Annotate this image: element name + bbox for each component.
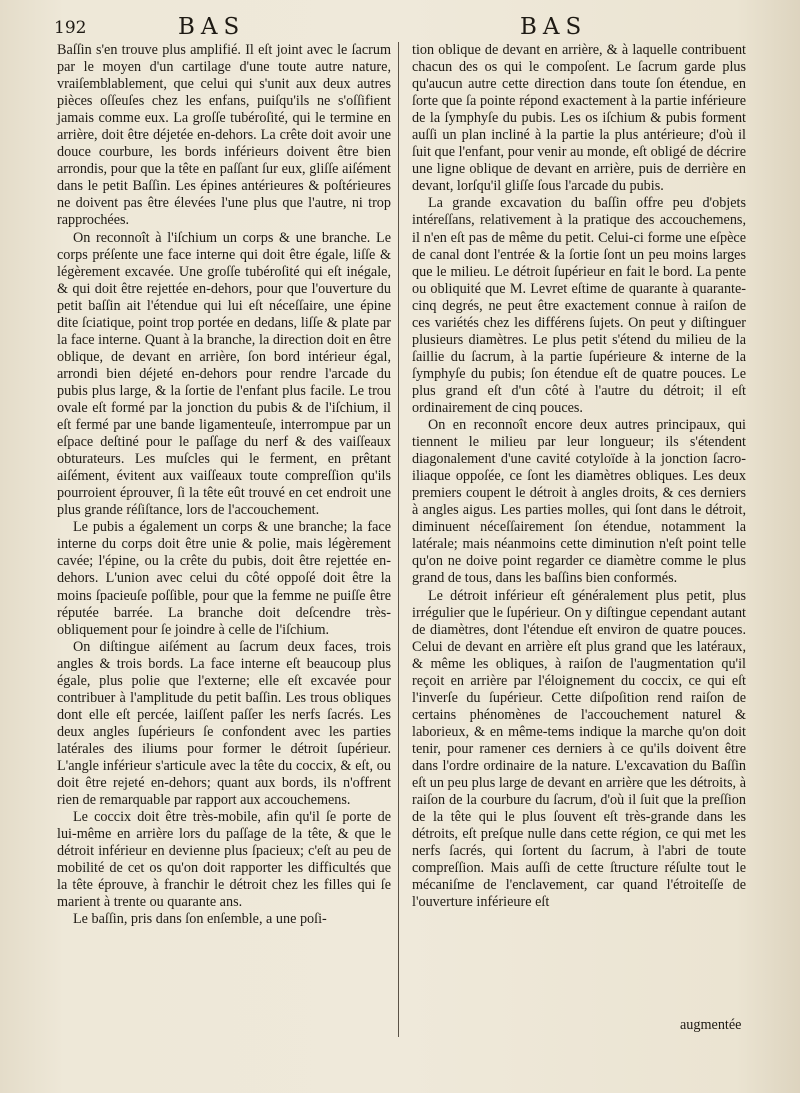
- paragraph: Le détroit inférieur eſt généralement plus petit, plus irrégulier que le ſupérieur. On y diſtingue cependant autant de diamètres, dont l'étendue eſt environ de quatre pouces. Celui de devant en arrière eſt plus grand que les latéraux, & même les obliques, à raiſon de l'augmentation qu'il reçoit en arrière par l'éloignement du coccix, ce qui eſt l'inverſe du ſupérieur. Cette diſpoſition rend raiſon de certains phénomènes de l'accouchement naturel & laborieux, & en même-tems indique la marche qu'on doit tenir, pour ramener ces derniers à ce qu'ils doivent être dans l'ordre ordinaire de la nature. L'excavation du Baſſin eſt un peu plus large de devant en arrière que les détroits, à raiſon de la courbure du ſacrum, d'où il ſuit que la preſſion de la tête qui le plus ſouvent eſt très-grande dans les détroits, eſt preſque nulle dans cette région, ce qui met les nerfs ſacrés, qui ſortent du ſacrum, à l'abri de toute compreſſion. Mais auſſi de cette ſtructure réſulte tout le mécaniſme de l'enclavement, car quand l'étroiteſſe de l'ouverture inférieure eſt: [412, 587, 746, 911]
- paragraph: On en reconnoît encore deux autres principaux, qui tiennent le milieu par leur longueur; ils s'étendent diagonalement d'une cavité cotyloïde à la jonction ſacro-iliaque oppoſée, ce ſont les diamètres obliques. Les deux premiers coupent le détroit à angles droits, & ces derniers à angles aigus. Les parties molles, qui ſont dans le détroit, diminuent néceſſairement ſon étendue, notamment la latérale; mais néanmoins cette diminution n'eſt point telle qu'on ne doive point regarder ce diamètre comme le plus grand de tous, dans les baſſins bien conformés.: [412, 417, 746, 587]
- column-divider: [398, 42, 399, 1037]
- page-number: 192: [54, 18, 87, 38]
- catchword: augmentée: [680, 1017, 742, 1033]
- running-head-left: BAS: [178, 14, 246, 40]
- paragraph: Le coccix doit être très-mobile, afin qu'il ſe porte de lui-même en arrière lors du paſſage de la tête, & que le détroit inférieur en devienne plus ſpacieux; c'eſt au peu de mobilité de cet os qu'on doit rapporter les difficultés que la tête éprouve, à franchir le détroit chez les filles qui ſe marient à trente ou quarante ans.: [57, 809, 391, 911]
- paragraph: On reconnoît à l'iſchium un corps & une branche. Le corps préſente une face interne qui doit être égale, liſſe & légèrement excavée. Une groſſe tubéroſité qui eſt inégale, & qui doit être rejettée en-dehors, pour que l'ouverture du petit baſſin ait l'étendue qui lui eſt néceſſaire, une épine dite ſciatique, point trop portée en dedans, liſſe & plate par la face interne. Quant à la branche, la direction doit en être oblique, de devant en arrière, ſon bord intérieur égal, arrondi bien déjeté en-dehors pour rendre l'arcade du pubis plus large, & la ſortie de l'enfant plus facile. Le trou ovale eſt formé par la jonction du pubis & de l'iſchium, il eſt fermé par une bande ligamenteuſe, interrompue par un eſpace deſtiné pour le paſſage du nerf & des vaiſſeaux obturateurs. Les muſcles qui le ferment, en prêtant aiſément, évitent aux vaiſſeaux toute compreſſion qu'ils pourroient éprouver, ſi la tête eût trouvé en cet endroit une plus grande réſiſtance, lors de l'accouchement.: [57, 229, 391, 519]
- running-head-right: BAS: [520, 14, 588, 40]
- paragraph: Le pubis a également un corps & une branche; la face interne du corps doit être unie & polie, mais légèrement cavée; l'épine, ou la crête du pubis, doit être rejettée en-dehors. L'union avec celui du côté oppoſé doit être la moins ſpacieuſe poſſible, pour que la femme ne puiſſe être réputée barrée. La branche doit deſcendre très-obliquement pour ſe joindre à celle de l'iſchium.: [57, 519, 391, 638]
- paragraph: On diſtingue aiſément au ſacrum deux faces, trois angles & trois bords. La face interne eſt beaucoup plus égale, plus polie que l'externe; elle eſt excavée pour contribuer à l'amplitude du petit baſſin. Les trous obliques dont elle eſt percée, laiſſent paſſer les nerfs ſacrés. Les deux angles ſupérieurs ſe confondent avec les parties latérales des iliums pour former le détroit ſupérieur. L'angle inférieur s'articule avec la tête du coccix, & eſt, ou doit être rejeté en-dehors; quant aux bords, ils n'offrent rien de remarquable par rapport aux accouchemens.: [57, 638, 391, 809]
- paragraph: tion oblique de devant en arrière, & à laquelle contribuent chacun des os qui le compoſent. Le ſacrum garde plus qu'aucun autre cette direction dans toute ſon étendue, en ſorte que ſa pointe répond exactement à la partie inférieure de la ſymphyſe du pubis. Les os iſchium & pubis forment auſſi un plan incliné à la partie la plus antérieure; d'où il ſuit que l'enfant, pour venir au monde, eſt obligé de décrire une ligne oblique de devant en arrière, puis de derrière en devant, lorſqu'il gliſſe ſous l'arcade du pubis.: [412, 42, 746, 195]
- paragraph: Baſſin s'en trouve plus amplifié. Il eſt joint avec le ſacrum par le moyen d'un cartilage d'une toute autre nature, vraiſemblablement, que celui qui s'unit aux deux autres pièces oſſeuſes chez les enfans, puiſqu'ils ne s'oſſifient jamais comme eux. La groſſe tubéroſité, qui le termine en arrière, doit être déjetée en-dehors. La crête doit avoir une douce courbure, les bords inférieurs doivent être bien arrondis, pour que la tête en paſſant ſur eux, gliſſe aiſément dans le petit Baſſin. Les épines antérieures & poſtérieures ne doivent pas être élevées l'une plus que l'autre, ni trop rapprochées.: [57, 42, 391, 229]
- left-column: [57, 42, 391, 928]
- paragraph: La grande excavation du baſſin offre peu d'objets intéreſſans, relativement à la pratique des accouchemens, il n'en eſt pas de même du petit. Celui-ci forme une eſpèce de canal dont l'entrée & la ſortie ſont un peu moins larges que le milieu. Le détroit ſupérieur en fait le bord. La pente ou obliquité que M. Levret eſtime de quarante à quarante-cinq degrés, ne peut être exactement connue à raiſon de ces variétés chez les différens ſujets. On peut y diſtinguer plusieurs diamètres. Le plus petit s'étend du milieu de la ſaillie du ſacrum, à la partie ſupérieure & interne de la ſymphyſe du pubis; ſon étendue eſt de quatre pouces. Le plus grand eſt d'un côté à l'autre du détroit; il eſt ordinairement de cinq pouces.: [412, 195, 746, 416]
- page-header: [0, 14, 800, 42]
- paragraph: Le baſſin, pris dans ſon enſemble, a une poſi-: [73, 911, 327, 928]
- right-column: [412, 42, 746, 911]
